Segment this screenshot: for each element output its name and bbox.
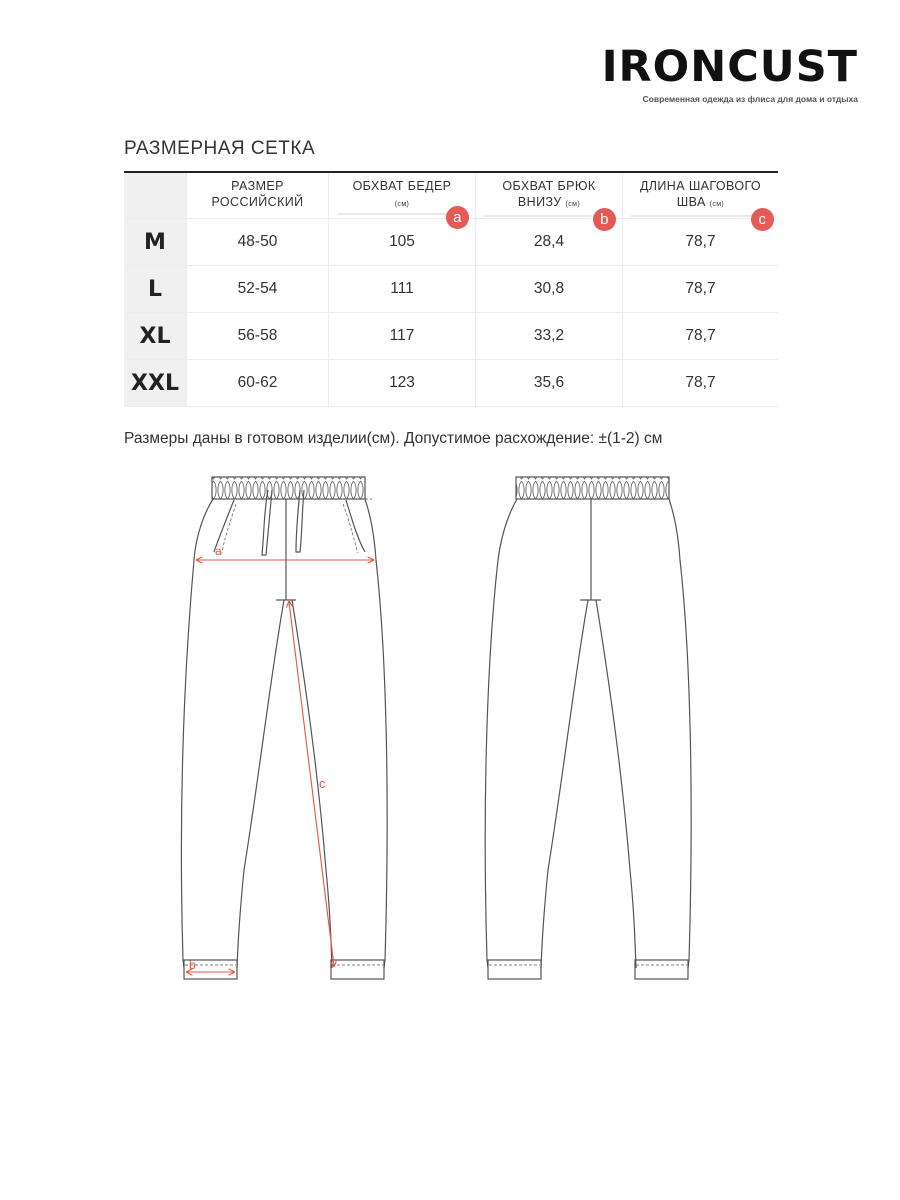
hip-cell: 111: [328, 266, 475, 312]
ru-size-cell: 48-50: [186, 219, 328, 265]
inseam-cell: 78,7: [622, 360, 778, 406]
size-note: Размеры даны в готовом изделии(см). Допустимое расхождение: ±(1-2) см: [124, 430, 663, 447]
front-inseam: [237, 600, 332, 968]
ru-size-cell: 60-62: [186, 360, 328, 406]
bottom-cell: 28,4: [475, 219, 622, 265]
header-unit: (см): [565, 201, 581, 208]
measure-c-label: c: [319, 776, 326, 791]
header-text: ОБХВАТ БЕДЕР: [352, 179, 452, 193]
header-unit: (см): [709, 201, 725, 208]
size-label: XXL: [124, 360, 186, 406]
front-outline: [181, 499, 387, 968]
back-inseam: [541, 600, 636, 968]
page-title: РАЗМЕРНАЯ СЕТКА: [124, 138, 316, 159]
size-label: XL: [124, 313, 186, 359]
measure-b-label: b: [189, 958, 196, 972]
header-text: РАЗМЕР: [231, 179, 284, 193]
front-waistband: [212, 477, 365, 499]
hip-cell: 105: [328, 219, 475, 265]
header-text: ОБХВАТ БРЮК: [502, 179, 596, 193]
badge-c: c: [751, 208, 774, 231]
size-label: L: [124, 266, 186, 312]
measure-c-line: [289, 602, 334, 966]
measure-a-label: a: [215, 544, 222, 558]
bottom-cell: 33,2: [475, 313, 622, 359]
badge-a: a: [446, 206, 469, 229]
drawstring-left: [262, 490, 272, 555]
inseam-cell: 78,7: [622, 313, 778, 359]
badge-b: b: [593, 208, 616, 231]
ru-size-cell: 56-58: [186, 313, 328, 359]
back-cuff-left: [488, 960, 541, 979]
brand-tagline: Современная одежда из флиса для дома и отдыха: [642, 94, 858, 104]
hip-cell: 117: [328, 313, 475, 359]
header-text: РОССИЙСКИЙ: [211, 195, 304, 209]
size-label: M: [124, 219, 186, 265]
hip-cell: 123: [328, 360, 475, 406]
inseam-cell: 78,7: [622, 219, 778, 265]
pants-front: [181, 477, 387, 979]
header-unit: (см): [394, 201, 410, 208]
header-text: ВНИЗУ: [517, 195, 562, 209]
back-cuff-right: [635, 960, 688, 979]
ru-size-cell: 52-54: [186, 266, 328, 312]
bottom-cell: 35,6: [475, 360, 622, 406]
header-text: ШВА: [676, 195, 706, 209]
brand-name: IRONCUST: [601, 42, 858, 92]
header-text: ДЛИНА ШАГОВОГО: [639, 179, 762, 193]
back-waistband: [516, 477, 669, 499]
pants-back: [485, 477, 691, 979]
back-outline: [485, 499, 691, 968]
inseam-cell: 78,7: [622, 266, 778, 312]
bottom-cell: 30,8: [475, 266, 622, 312]
cuff-right: [331, 960, 384, 979]
